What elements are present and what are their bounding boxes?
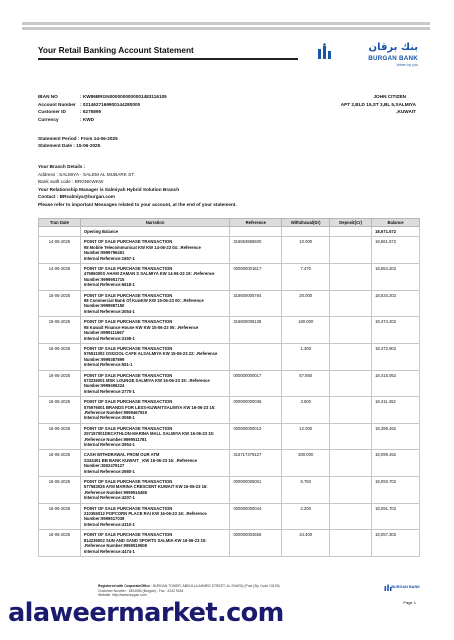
tran-date-cell: 16-06-2025 (39, 370, 81, 397)
withdrawal-cell: 7.470 (282, 264, 330, 291)
reference-cell: 316553686600 (230, 237, 282, 264)
footer-registration (98, 584, 358, 598)
narration-line: Internal Reference:3159-1 (83, 335, 135, 341)
account-value: : 0214627169900144280000 (80, 101, 141, 107)
balance-cell: 18,099.452 (372, 450, 420, 477)
narration-line: POINT OF SALE PURCHASE TRANSACTION (83, 532, 173, 538)
tran-date-cell: 15-06-2025 (39, 317, 81, 344)
narration-line: Internal Reference:3954-1 (83, 442, 135, 447)
table-row (39, 264, 420, 291)
tran-date-cell: 16-06-2025 (39, 397, 81, 424)
balance-cell: 18,057.302 (372, 530, 420, 557)
branch-address: Address : SALMIYA - SALEM AL MUBARK ST. (38, 171, 135, 177)
tran-date-cell: 16-06-2025 (39, 477, 81, 504)
narration-cell (80, 477, 229, 504)
narration-cell (80, 397, 229, 424)
deposit-cell (330, 530, 372, 557)
deposit-cell (330, 343, 372, 370)
branch-contact: Contact : BRsalmiya@burgan.com (38, 194, 115, 200)
narration-cell (80, 290, 229, 317)
narration-line: 573236001 MSK LOUNGE SALMIYA KW 16-06-23 15: .Reference (83, 377, 210, 383)
narration-cell (80, 450, 229, 477)
withdrawal-cell: 34.400 (282, 530, 330, 557)
narration-cell (80, 237, 229, 264)
narration-line: POINT OF SALE PURCHASE TRANSACTION (83, 479, 173, 485)
narration-line: Internal Reference:4474-1 (83, 548, 135, 554)
balance-cell: 18,634.202 (372, 290, 420, 317)
withdrawal-cell: 12.000 (282, 423, 330, 450)
customer-details (38, 93, 167, 123)
deposit-cell (330, 317, 372, 344)
reference-cell: 316717479127 (230, 450, 282, 477)
table-row (39, 423, 420, 450)
col-balance: Balance (372, 219, 420, 227)
narration-line: Internal Reference:551-1 (83, 362, 133, 368)
narration-line: 576511002 OSGOOL CAFE ALSALMIYA KW 15-06-23 22: .Reference (83, 351, 218, 357)
iban-label: IBAN NO (38, 94, 58, 99)
narration-line: Internal Reference:3054-1 (83, 308, 135, 314)
table-row (39, 290, 420, 317)
narration-cell (80, 530, 229, 557)
reference-cell: 000000004556 (230, 530, 282, 557)
branch-details (38, 163, 418, 209)
narration-line: Internal Reference:4207-1 (83, 495, 135, 501)
withdrawal-cell: 160.000 (282, 317, 330, 344)
narration-line: POINT OF SALE PURCHASE TRANSACTION (83, 266, 173, 272)
reference-cell: 000000005001 (230, 477, 282, 504)
customer-name: JOHN CITIZEN (373, 94, 406, 99)
burgan-logo (308, 42, 418, 70)
narration-line: .Reference Number:9999519508 (83, 543, 147, 549)
narration-line: POINT OF SALE PURCHASE TRANSACTION (83, 319, 173, 325)
statement-period-from: Statement Period : From 14-06-2025 (38, 136, 118, 141)
burgan-logo-icon (316, 43, 334, 61)
narration-line: POINT OF SALE PURCHASE TRANSACTION (83, 372, 173, 378)
narration-line: Internal Reference:3069-1 (83, 415, 135, 421)
page-footer (38, 580, 420, 600)
withdrawal-cell: 5.750 (282, 477, 330, 504)
narration-line: Number:9999517039 (83, 516, 125, 522)
deposit-cell (330, 423, 372, 450)
deposit-cell (330, 264, 372, 291)
balance-cell: 18,093.702 (372, 477, 420, 504)
deposit-cell (330, 477, 372, 504)
narration-line: S343401 BB BANK KUWAIT _KW 16-06-23 16: .Reference (83, 457, 197, 463)
opening-balance-row (39, 227, 420, 237)
transactions-table (38, 218, 420, 557)
balance-cell: 18,415.052 (372, 370, 420, 397)
balance-cell: 18,474.202 (372, 317, 420, 344)
col-deposit: Deposit(Cr) (330, 219, 372, 227)
logo-name: BURGAN BANK (368, 55, 418, 62)
narration-line: 210355012 POPCORN PLACE RAI KW 16-06-23 16: .Reference (83, 511, 207, 517)
relationship-manager: Your Relationship Manager is Salmiyah Hybrid Solution Branch (38, 186, 180, 192)
narration-line: .Reference Number:9999467919 (83, 409, 147, 415)
narration-cell (80, 317, 229, 344)
col-narration: Narration (80, 219, 229, 227)
withdrawal-cell: 3.600 (282, 397, 330, 424)
narration-line: Number:9999111667 (83, 330, 124, 336)
customer-id-value: : 6275895 (80, 109, 102, 115)
narration-line: Number:9999496224 (83, 383, 125, 389)
deposit-cell (330, 370, 372, 397)
narration-line: Number:9999951715 (83, 276, 125, 282)
table-row (39, 343, 420, 370)
table-row (39, 317, 420, 344)
col-reference: Reference (230, 219, 282, 227)
deposit-cell (330, 503, 372, 530)
branch-swift: Bank swift code : BRGNKWKW (38, 179, 104, 185)
narration-line: POINT OF SALE PURCHASE TRANSACTION (83, 505, 173, 511)
narration-line: Number:9999796461 (83, 250, 125, 256)
narration-line: Number:9999987150 (83, 303, 125, 309)
reference-cell: 000000000013 (230, 423, 282, 450)
tran-date-cell: 16-06-2025 (39, 343, 81, 370)
currency-value: : KWD (80, 116, 95, 122)
statement-period (38, 135, 118, 150)
narration-line: POINT OF SALE PURCHASE TRANSACTION (83, 425, 173, 431)
withdrawal-cell: 2.200 (282, 503, 330, 530)
tran-date-cell: 15-06-2025 (39, 290, 81, 317)
withdrawal-cell: 1.300 (282, 343, 330, 370)
address-line-2: ,KUWAIT (396, 109, 416, 115)
narration-line: 98 Kuwait Finance House KW KW 15-06-23 05: .Reference (83, 324, 199, 330)
footer-website: Website: http://www.burgan.com (98, 593, 147, 598)
account-label: Account Number (38, 101, 76, 107)
balance-cell: 18,411.452 (372, 397, 420, 424)
reference-cell: 000000000044 (230, 503, 282, 530)
narration-line: 98 Mobile Telecommunicat KW KW 14-06-23 04: .Reference (83, 244, 201, 250)
balance-cell: 18,091.702 (372, 503, 420, 530)
branch-heading: Your Branch Details : (38, 164, 86, 169)
tran-date-cell: 16-06-2025 (39, 530, 81, 557)
narration-cell (80, 343, 229, 370)
narration-line: Number:9999387899 (83, 356, 125, 362)
narration-line: .Reference Number:9999511781 (83, 436, 147, 442)
table-row (39, 503, 420, 530)
statement-header (38, 42, 418, 72)
narration-line: .Reference Number:9999515458 (83, 489, 147, 495)
tran-date-cell: 16-06-2025 (39, 450, 81, 477)
narration-line: Internal Reference:4310-1 (83, 521, 135, 527)
reference-cell: 000000000036 (230, 397, 282, 424)
customer-id-label: Customer ID (38, 109, 66, 115)
table-row (39, 450, 420, 477)
footer-logo (384, 582, 420, 594)
narration-line: Internal Reference:3770-1 (83, 388, 135, 394)
narration-cell (80, 370, 229, 397)
table-row (39, 237, 420, 264)
important-notice: Please refer to important Messages related to your account, at the end of your statement. (38, 201, 237, 207)
table-header-row (39, 219, 420, 227)
narration-line: POINT OF SALE PURCHASE TRANSACTION (83, 239, 173, 245)
logo-tagline: driven by you (396, 63, 418, 67)
address-line-1: APT 2,BLD 15,ST 3,BL 5,SALMIYA (340, 101, 416, 107)
customer-address (276, 93, 416, 116)
narration-line: 814236002 SUN AND SAND SPORTS SALMIA KW 16-06-23 15: (83, 537, 207, 543)
narration-line: 575976001 BRANDS FOR LESS-KUWAITSALMIYA KW 16-06-23 15: (83, 404, 216, 410)
table-row (39, 477, 420, 504)
table-row (39, 530, 420, 557)
narration-line: Internal Reference:6618-1 (83, 282, 135, 288)
narration-line: POINT OF SALE PURCHASE TRANSACTION (83, 399, 173, 405)
narration-cell (80, 264, 229, 291)
narration-cell (80, 503, 229, 530)
narration-cell (80, 423, 229, 450)
tran-date-cell: 14-06-2025 (39, 264, 81, 291)
page-number: Page 1 (403, 600, 416, 605)
tran-date-cell: 16-06-2025 (39, 503, 81, 530)
header-divider (38, 58, 298, 60)
reference-cell: 316600006136 (230, 317, 282, 344)
narration-line: POINT OF SALE PURCHASE TRANSACTION (83, 345, 173, 351)
narration-line: Number:3602479127 (83, 463, 125, 469)
narration-line: 257157001DECATHLON-MARINA MALL SALMIYA KW 16-06-23 15: (83, 431, 215, 437)
balance-cell: 18,399.452 (372, 423, 420, 450)
withdrawal-cell: 57.850 (282, 370, 330, 397)
col-withdrawal: Withdrawal(Dr) (282, 219, 330, 227)
redacted-strip (22, 22, 430, 34)
watermark: alaweermarket.com (8, 598, 284, 628)
withdrawal-cell: 300.000 (282, 450, 330, 477)
page-title: Your Retail Banking Account Statement (38, 45, 194, 55)
narration-line: 577583026 AYM MARINA CRESCENT KUWAIT KW 16-06-23 16: (83, 484, 208, 490)
withdrawal-cell: 10.000 (282, 237, 330, 264)
withdrawal-cell: 20.000 (282, 290, 330, 317)
narration-line: Internal Reference:1657-1 (83, 255, 135, 261)
reference-cell: 000000000017 (230, 370, 282, 397)
reference-cell: 316600005784 (230, 290, 282, 317)
logo-arabic-text: بنك برقان (368, 42, 418, 53)
currency-label: Currency (38, 116, 59, 122)
footer-registered-label: Registered with CorporateOffice (98, 584, 150, 588)
footer-logo-name: BURGAN BANK (391, 585, 420, 589)
footer-address: : BURGAN TOWER, ABDULLA AHMED STREET, AL SHARQ (Post (Zip Code 13139) (150, 584, 280, 588)
deposit-cell (330, 237, 372, 264)
balance-cell: 18,654.202 (372, 264, 420, 291)
deposit-cell (330, 290, 372, 317)
opening-balance-label: Opening Balance (80, 227, 229, 237)
balance-cell: 18,472.902 (372, 343, 420, 370)
reference-cell: 000000001617 (230, 264, 282, 291)
table-row (39, 370, 420, 397)
table-row (39, 397, 420, 424)
narration-line: POINT OF SALE PURCHASE TRANSACTION (83, 292, 173, 298)
narration-line: CASH WITHDRAWAL FROM OUR ATM (83, 452, 160, 458)
narration-line: 47596000S AHAM ZAMAN S SALMIYA KW 14-06-23 19: .Reference (83, 271, 215, 277)
balance-cell: 18,661.672 (372, 237, 420, 264)
col-tran-date: Tran Date (39, 219, 81, 227)
deposit-cell (330, 450, 372, 477)
opening-balance-value: 18,671.672 (372, 227, 420, 237)
statement-date: Statement Date : 15-06-2025 (38, 143, 101, 149)
reference-cell (230, 343, 282, 370)
tran-date-cell: 16-06-2025 (39, 423, 81, 450)
narration-line: 98 Commercial Bank Of KuwKW KW 15-06-23 00: .Reference (83, 298, 204, 304)
footer-contact: Customer Number : 1804080 (Burgan) - Fax : 2242 9244 (98, 588, 184, 593)
tran-date-cell: 14-06-2025 (39, 237, 81, 264)
deposit-cell (330, 397, 372, 424)
iban-value: : KW86BRGN0000000000001483116105 (80, 94, 167, 99)
narration-line: Internal Reference:3980-1 (83, 468, 135, 474)
